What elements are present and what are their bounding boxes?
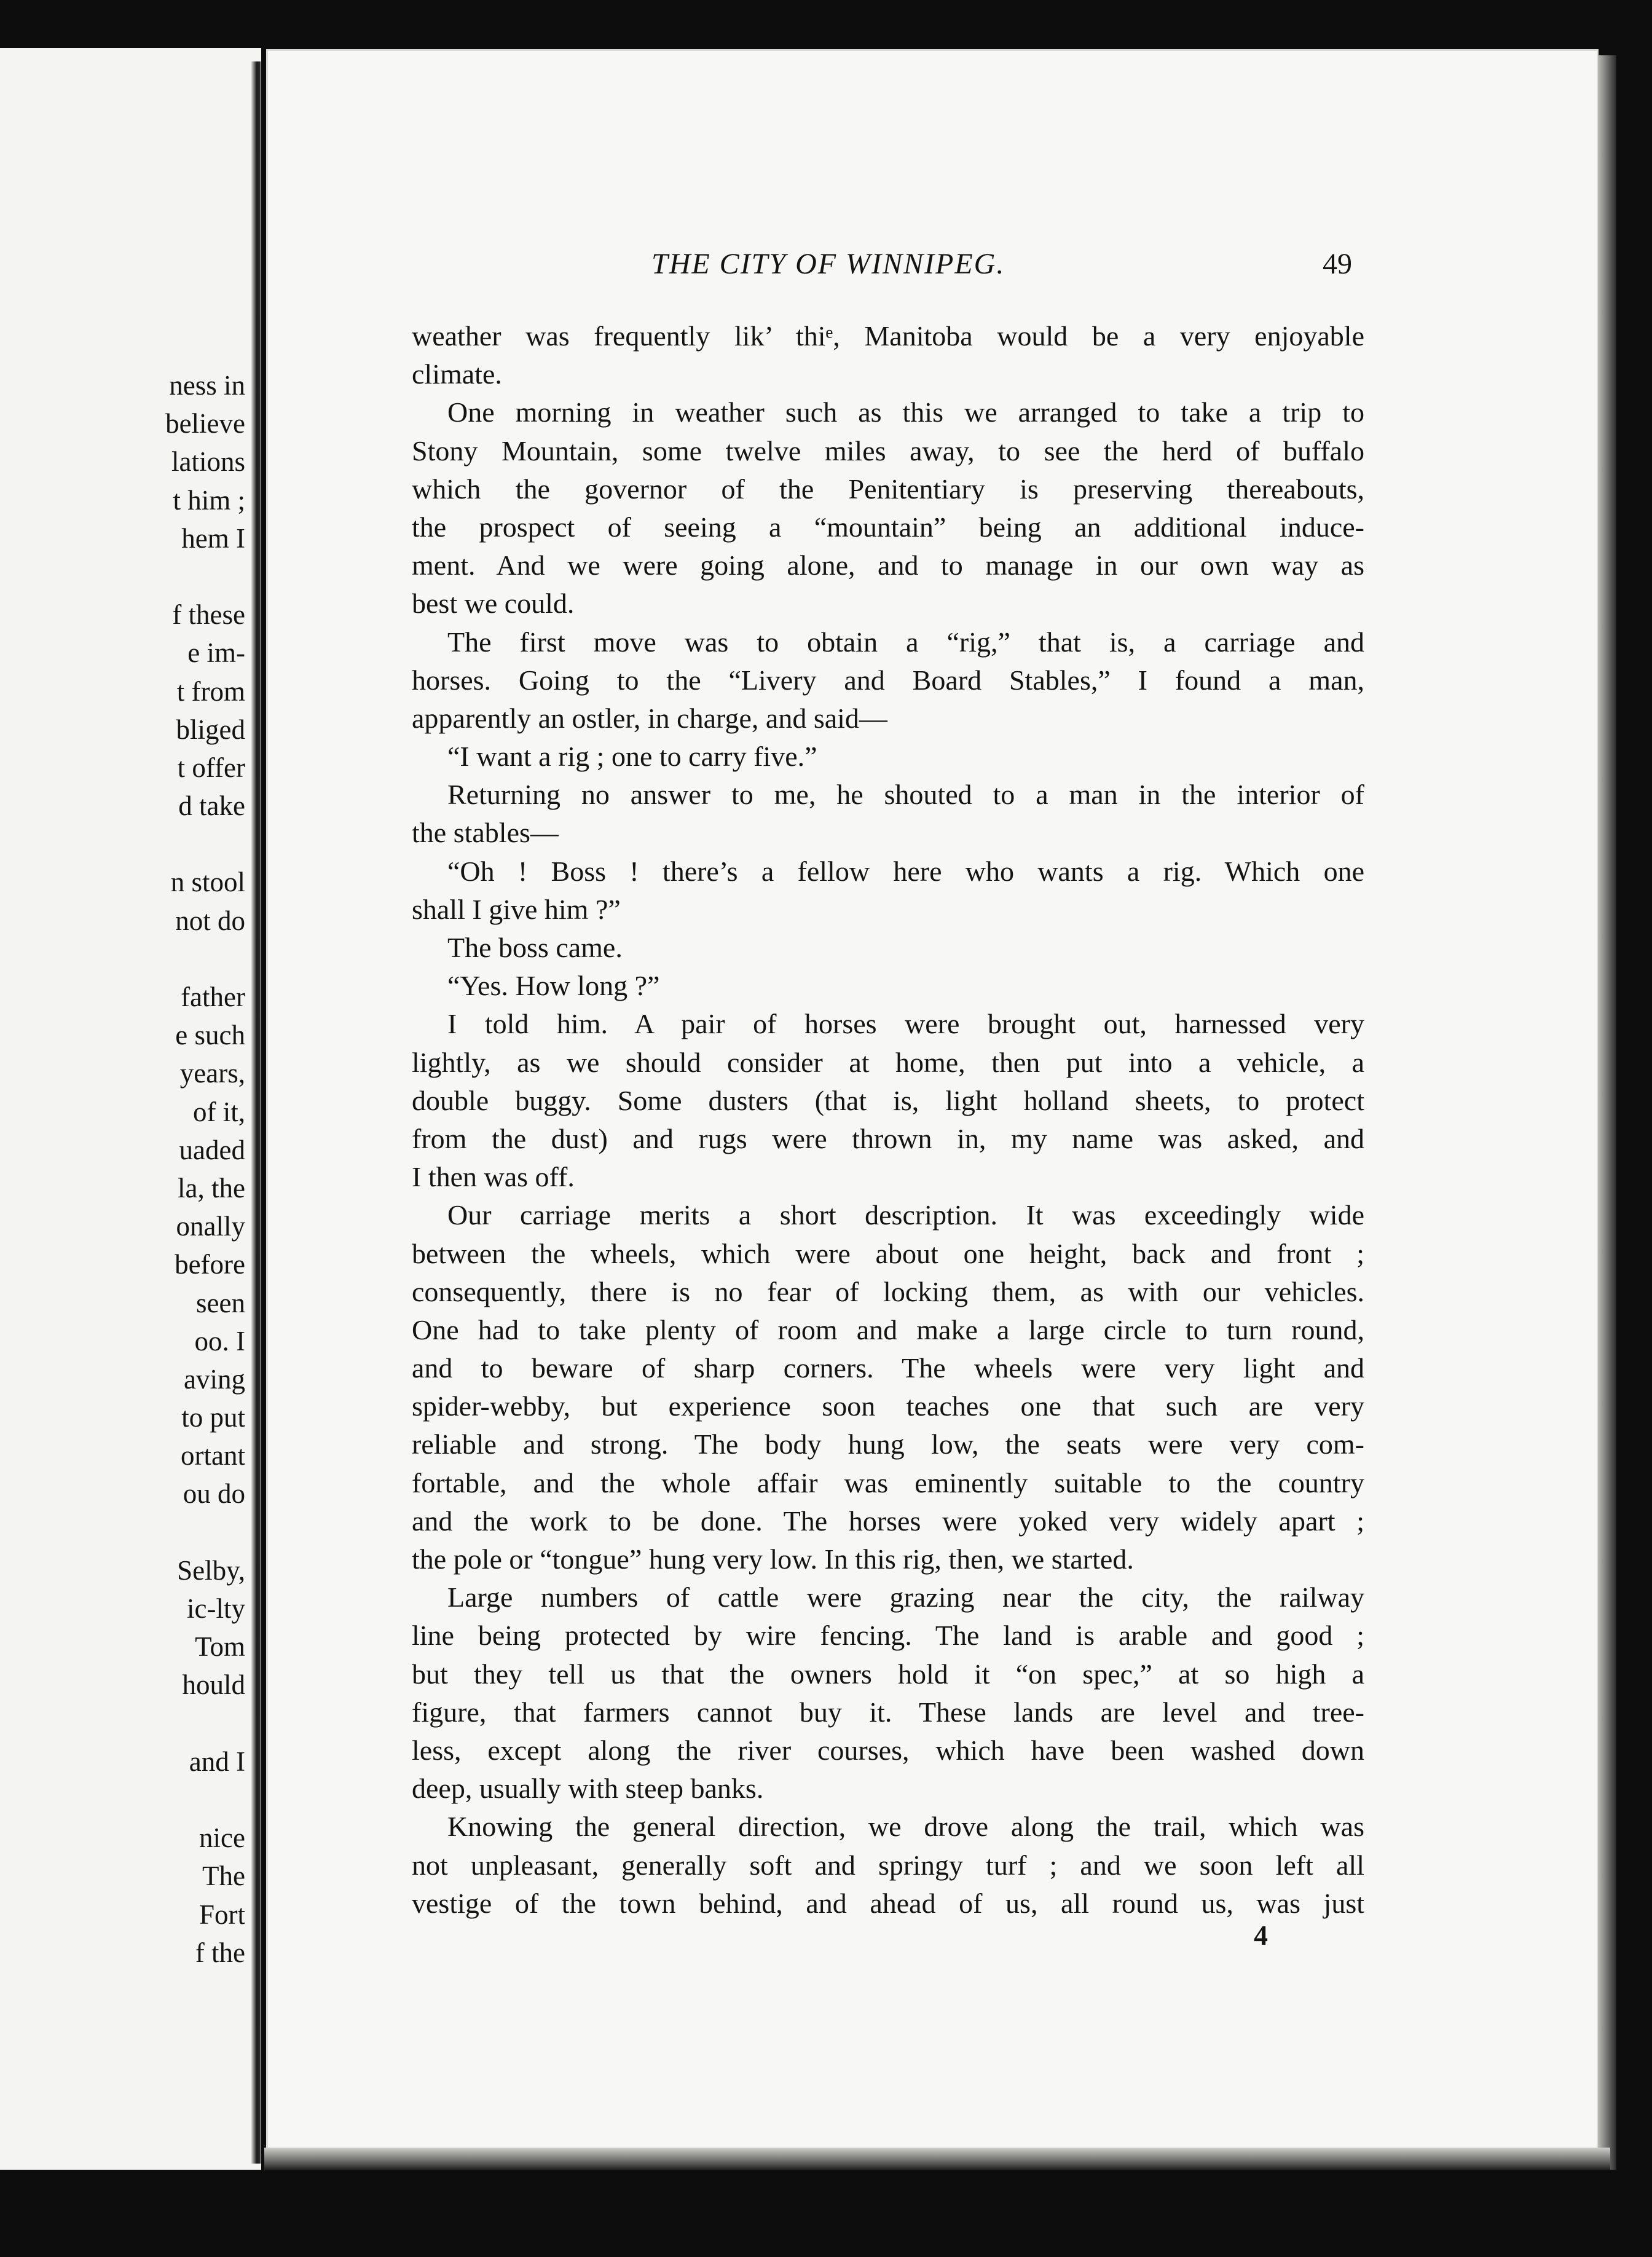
body-line: spider-webby, but experience soon teaches one that such are very [412, 1390, 1364, 1422]
body-line: the stables— [412, 817, 559, 849]
left-page-line: Fort [199, 1899, 245, 1930]
left-page-line: years, [179, 1058, 245, 1089]
running-head: THE CITY OF WINNIPEG. [651, 248, 1005, 280]
body-line: weather was frequently lik’ thiᵉ, Manitoba would be a very enjoyable [412, 320, 1364, 352]
body-line: line being protected by wire fencing. The land is arable and good ; [412, 1620, 1364, 1652]
body-line: fortable, and the whole affair was eminently suitable to the country [412, 1467, 1364, 1499]
left-page-line: la, the [178, 1172, 245, 1203]
body-line: which the governor of the Penitentiary is preserving thereabouts, [412, 473, 1364, 505]
left-page-line: not do [175, 905, 245, 936]
body-line: best we could. [412, 588, 575, 620]
left-page-line: t from [176, 676, 245, 707]
left-page [0, 48, 261, 2170]
left-page-line: bliged [176, 714, 245, 745]
left-page-line: onally [176, 1211, 245, 1242]
body-line: One morning in weather such as this we arranged to take a trip to [447, 396, 1364, 428]
body-line: Our carriage merits a short description. It was exceedingly wide [447, 1199, 1364, 1231]
body-line: “Yes. How long ?” [447, 970, 660, 1002]
body-line: shall I give him ?” [412, 893, 621, 925]
body-line: One had to take plenty of room and make a large circle to turn round, [412, 1314, 1364, 1345]
body-line: and to beware of sharp corners. The wheels were very light and [412, 1352, 1364, 1384]
left-page-line: f these [172, 599, 245, 631]
left-page-line: e such [175, 1020, 245, 1051]
body-line: The first move was to obtain a “rig,” that is, a carriage and [447, 626, 1364, 658]
body-line: horses. Going to the “Livery and Board Stables,” I found a man, [412, 664, 1364, 696]
left-page-line: ortant [181, 1440, 245, 1471]
left-page-line: before [175, 1249, 245, 1280]
body-line: I then was off. [412, 1161, 575, 1193]
body-line: consequently, there is no fear of locking them, as with our vehicles. [412, 1275, 1364, 1307]
page-bottom-edge [264, 2148, 1610, 2170]
left-page-line [85, 825, 245, 863]
body-line: double buggy. Some dusters (that is, light holland sheets, to protect [412, 1084, 1364, 1116]
body-line: figure, that farmers cannot buy it. These lands are level and tree- [412, 1696, 1364, 1728]
left-page-line [85, 1513, 245, 1551]
left-page-line: oo. I [194, 1325, 245, 1357]
left-page-line: ou do [183, 1478, 245, 1510]
left-page-line: seen [196, 1287, 245, 1318]
body-line: deep, usually with steep banks. [412, 1773, 764, 1805]
body-line: the prospect of seeing a “mountain” being an additional induce- [412, 511, 1364, 543]
left-page-line: t him ; [173, 484, 245, 516]
body-line: The boss came. [447, 932, 623, 963]
body-line: climate. [412, 358, 502, 390]
body-text [412, 317, 1364, 1923]
left-page-line: Tom [195, 1631, 245, 1663]
body-line: vestige of the town behind, and ahead of us, all round us, was just [412, 1887, 1364, 1919]
page-gutter [251, 61, 261, 2164]
body-line: from the dust) and rugs were thrown in, my name was asked, and [412, 1122, 1364, 1154]
left-page-line: hould [182, 1669, 245, 1701]
body-line: I told him. A pair of horses were brought out, harnessed very [447, 1008, 1364, 1040]
left-page-line: and I [189, 1746, 245, 1777]
body-line: less, except along the river courses, which have been washed down [412, 1734, 1364, 1766]
page-header [651, 247, 1352, 290]
left-page-text [85, 366, 245, 1972]
body-line: the pole or “tongue” hung very low. In this rig, then, we started. [412, 1543, 1134, 1575]
body-line: but they tell us that the owners hold it “on spec,” at so high a [412, 1658, 1364, 1690]
page-number: 49 [1323, 248, 1352, 280]
body-line: Large numbers of cattle were grazing near the city, the railway [447, 1581, 1364, 1613]
body-line: reliable and strong. The body hung low, the seats were very com- [412, 1428, 1364, 1460]
left-page-line [85, 1781, 245, 1819]
left-page-line: e im- [187, 637, 245, 669]
signature-mark: 4 [1254, 1920, 1268, 1951]
left-page-line: ness in [169, 370, 245, 401]
body-line: Returning no answer to me, he shouted to a man in the interior of [447, 779, 1364, 811]
body-line: apparently an ostler, in charge, and said— [412, 702, 887, 734]
left-page-line: lations [171, 446, 245, 478]
body-line: and the work to be done. The horses were yoked very widely apart ; [412, 1505, 1364, 1537]
body-line: “Oh ! Boss ! there’s a fellow here who wants a rig. Which one [447, 855, 1364, 887]
left-page-line [85, 940, 245, 978]
left-page-line [85, 1704, 245, 1743]
body-line: lightly, as we should consider at home, then put into a vehicle, a [412, 1046, 1364, 1078]
left-page-line: father [181, 982, 245, 1012]
body-line: “I want a rig ; one to carry five.” [447, 741, 817, 773]
left-page-line: to put [181, 1402, 245, 1433]
page-edge-shadow [1598, 55, 1616, 2170]
body-line: not unpleasant, generally soft and springy turf ; and we soon left all [412, 1849, 1364, 1881]
body-line: between the wheels, which were about one height, back and front ; [412, 1237, 1364, 1269]
body-line: Stony Mountain, some twelve miles away, to see the herd of buffalo [412, 435, 1364, 467]
left-page-line: aving [184, 1363, 245, 1395]
left-page-line: Selby, [177, 1554, 245, 1586]
left-page-line: of it, [193, 1096, 245, 1127]
left-page-line: n stool [170, 867, 245, 898]
body-line: ment. And we were going alone, and to manage in our own way as [412, 549, 1364, 581]
left-page-line: uaded [179, 1134, 245, 1165]
left-page-line: d take [178, 790, 245, 822]
left-page-line: believe [165, 408, 245, 439]
left-page-line: t offer [177, 752, 245, 783]
left-page-line: hem I [181, 522, 245, 554]
body-line: Knowing the general direction, we drove along the trail, which was [447, 1811, 1364, 1843]
left-page-line: nice [199, 1822, 245, 1854]
left-page-line [85, 557, 245, 596]
left-page-line: The [202, 1861, 245, 1892]
left-page-line: f the [195, 1937, 245, 1968]
left-page-line: ic-lty [187, 1593, 245, 1624]
